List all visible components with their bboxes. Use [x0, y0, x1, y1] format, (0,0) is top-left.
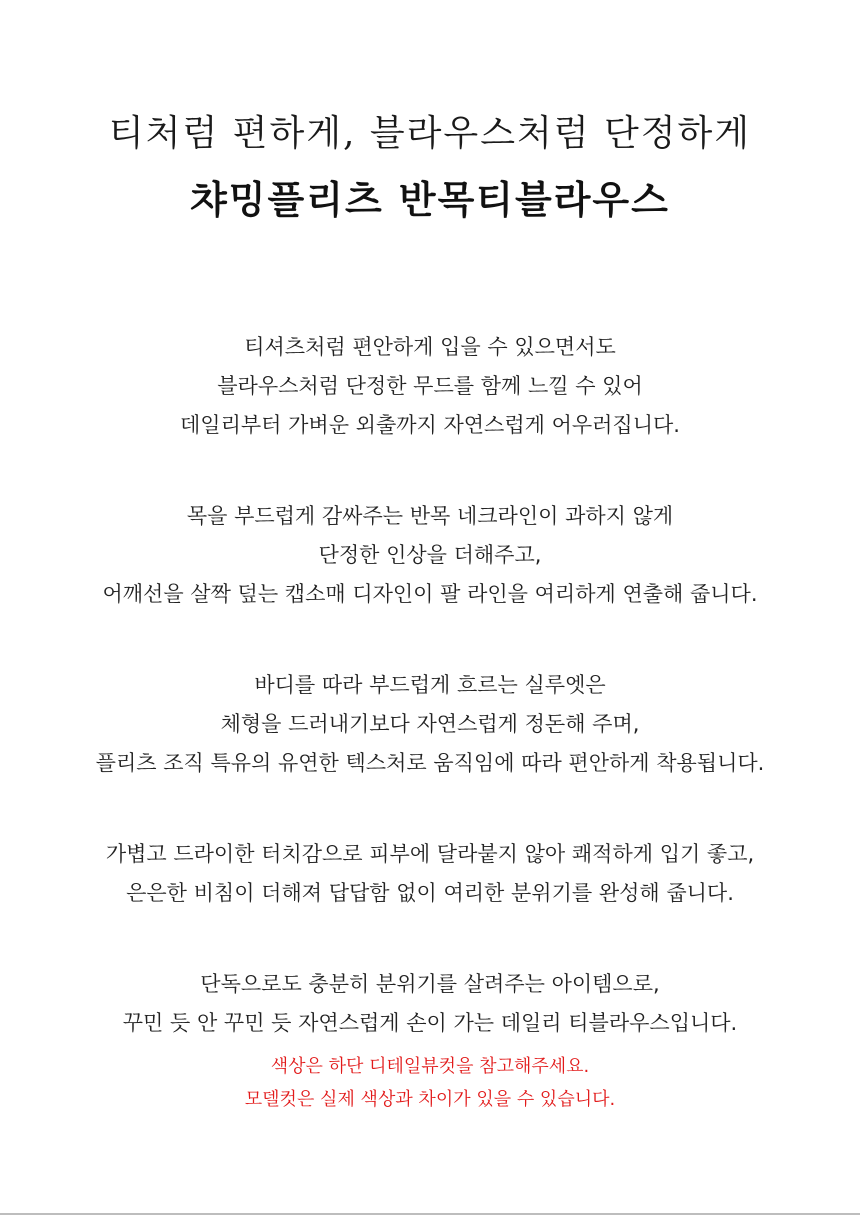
description-line: 단독으로도 충분히 분위기를 살려주는 아이템으로,	[200, 972, 660, 996]
description-line: 가볍고 드라이한 터치감으로 피부에 달라붙지 않아 쾌적하게 입기 좋고,	[105, 842, 755, 866]
description-line: 블라우스처럼 단정한 무드를 함께 느낄 수 있어	[217, 374, 643, 398]
description-paragraph-4	[0, 835, 860, 913]
description-line: 플리츠 조직 특유의 유연한 텍스처로 움직임에 따라 편안하게 착용됩니다.	[95, 751, 765, 775]
notice-line: 색상은 하단 디테일뷰컷을 참고해주세요.	[270, 1056, 590, 1077]
description-paragraph-2	[0, 497, 860, 614]
description-line: 은은한 비침이 더해져 답답함 없이 여리한 분위기를 완성해 줍니다.	[126, 881, 734, 905]
description-line: 바디를 따라 부드럽게 흐르는 실루엣은	[254, 673, 606, 697]
product-title: 챠밍플리츠 반목티블라우스	[190, 177, 670, 222]
description-line: 티셔츠처럼 편안하게 입을 수 있으면서도	[244, 335, 616, 359]
description-line: 꾸민 듯 안 꾸민 듯 자연스럽게 손이 가는 데일리 티블라우스입니다.	[122, 1011, 738, 1035]
description-line: 목을 부드럽게 감싸주는 반목 네크라인이 과하지 않게	[186, 504, 674, 528]
description-paragraph-1	[0, 328, 860, 445]
description-line: 데일리부터 가벼운 외출까지 자연스럽게 어우러집니다.	[180, 413, 680, 437]
notice-line: 모델컷은 실제 색상과 차이가 있을 수 있습니다.	[244, 1089, 616, 1110]
product-subtitle: 티처럼 편하게, 블라우스처럼 단정하게	[108, 113, 752, 154]
product-header	[0, 108, 860, 228]
product-description	[0, 328, 860, 1095]
color-notice	[0, 1050, 860, 1116]
description-line: 단정한 인상을 더해주고,	[318, 543, 542, 567]
description-line: 어깨선을 살짝 덮는 캡소매 디자인이 팔 라인을 여리하게 연출해 줍니다.	[102, 582, 758, 606]
description-paragraph-5	[0, 965, 860, 1043]
description-line: 체형을 드러내기보다 자연스럽게 정돈해 주며,	[220, 712, 640, 736]
description-paragraph-3	[0, 666, 860, 783]
